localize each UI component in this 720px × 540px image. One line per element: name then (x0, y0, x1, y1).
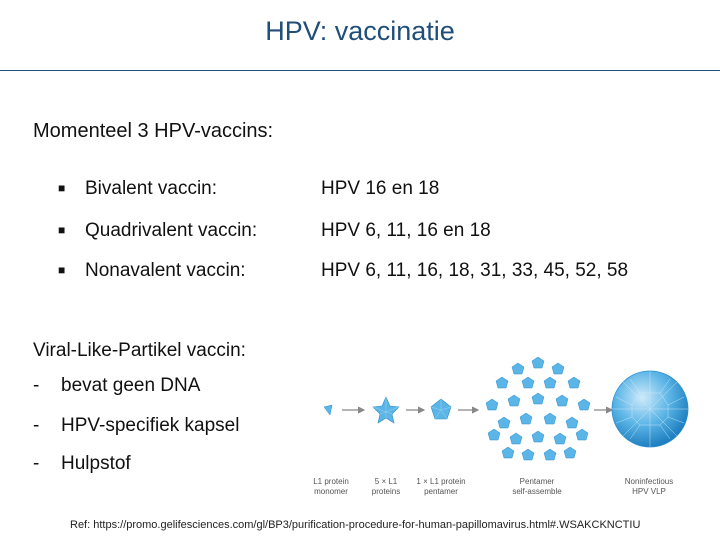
vlp-point-text: HPV-specifiek kapsel (61, 415, 240, 436)
vlp-point (33, 415, 239, 437)
slide-title: HPV: vaccinatie (265, 16, 455, 46)
bullet-icon: ■ (58, 223, 66, 237)
label-monomer: L1 protein monomer (313, 477, 349, 496)
dash-marker: - (33, 415, 40, 436)
vaccine-name: Nonavalent vaccin: (85, 260, 246, 281)
label-pentamer: 1 × L1 protein pentamer (416, 477, 466, 496)
pentamer-cluster-shape (486, 357, 590, 460)
pentamer-shape (431, 399, 451, 419)
vaccine-name: Quadrivalent vaccin: (85, 220, 258, 241)
vaccine-types: HPV 16 en 18 (321, 178, 440, 199)
vlp-point (33, 375, 200, 397)
vaccine-name: Bivalent vaccin: (85, 178, 218, 199)
label-proteins: 5 × L1 proteins (371, 477, 401, 496)
bullet-icon: ■ (58, 181, 66, 195)
intro-text: Momenteel 3 HPV-vaccins: (33, 120, 274, 142)
vlp-assembly-figure (310, 345, 710, 505)
vlp-point-text: Hulpstof (61, 453, 131, 474)
vlp-sphere-shape (612, 371, 688, 447)
label-self-assemble: Pentamer self-assemble (512, 477, 562, 496)
reference-text: Ref: https://promo.gelifesciences.com/gl/BP3/purification-procedure-for-human-papillomavirus.html#.WSAKCKNCTIU (70, 519, 641, 531)
vaccine-types: HPV 6, 11, 16 en 18 (321, 220, 491, 241)
dash-marker: - (33, 453, 40, 474)
dash-marker: - (33, 375, 40, 396)
vlp-point (33, 453, 131, 475)
vlp-point-text: bevat geen DNA (61, 375, 201, 396)
bullet-icon: ■ (58, 263, 66, 277)
title-divider (0, 70, 720, 71)
five-l1-proteins-shape (373, 397, 399, 423)
vlp-heading: Viral-Like-Partikel vaccin: (33, 340, 246, 361)
label-vlp: Noninfectious HPV VLP (624, 477, 674, 496)
monomer-shape (324, 405, 332, 415)
vaccine-types: HPV 6, 11, 16, 18, 31, 33, 45, 52, 58 (321, 260, 629, 281)
